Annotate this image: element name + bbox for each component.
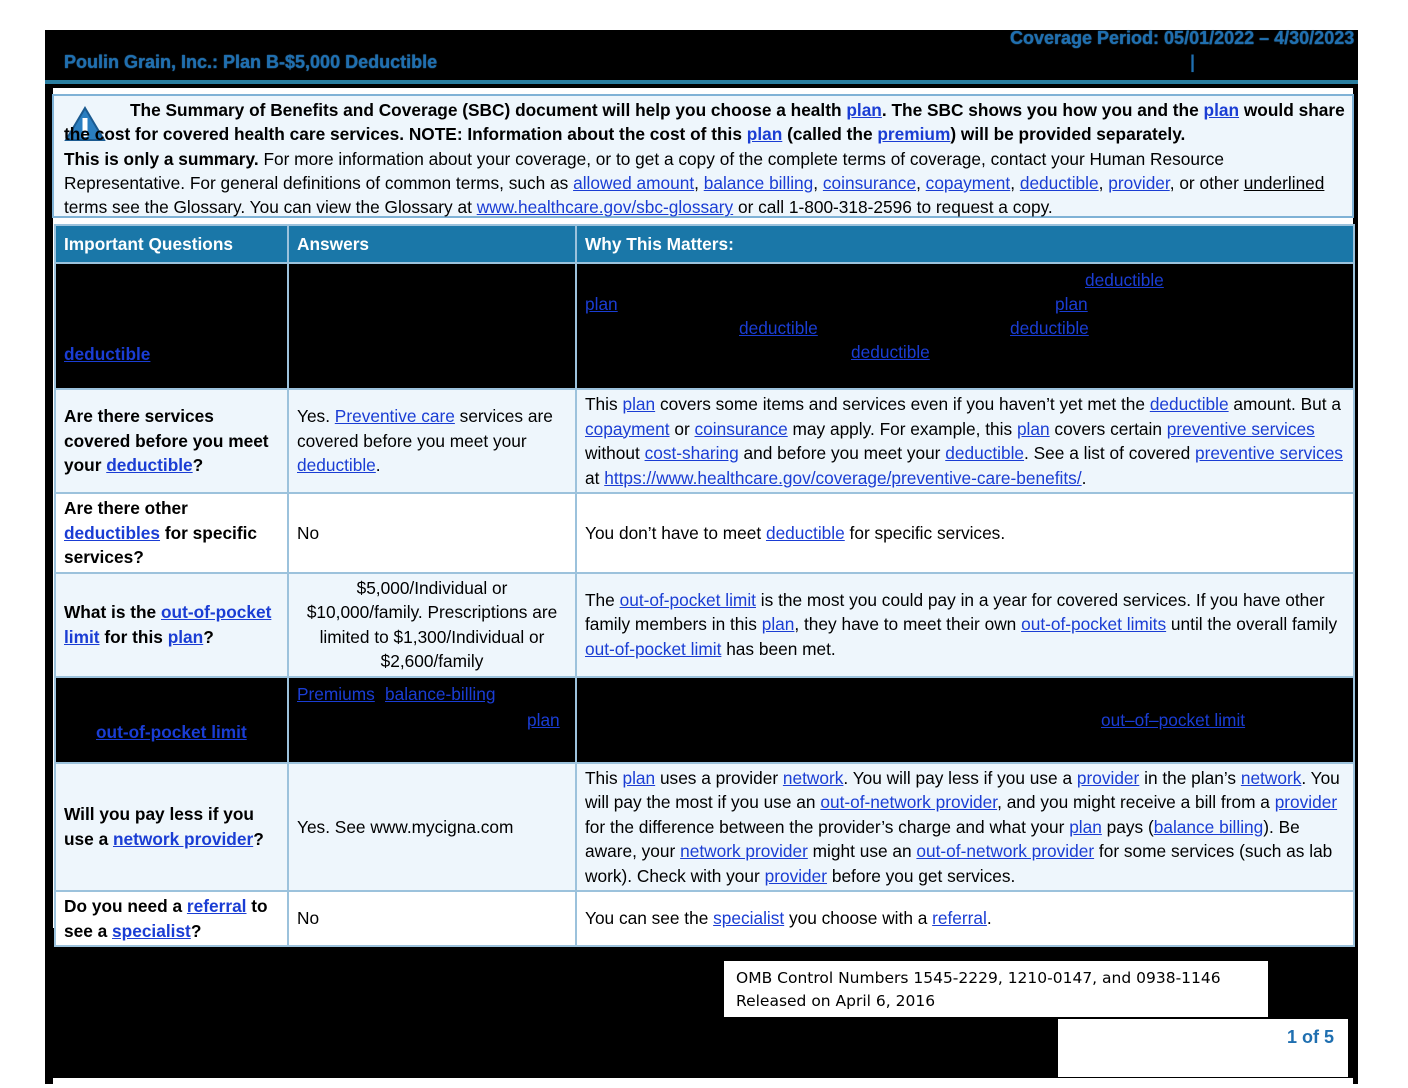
link-network[interactable]: network <box>1240 767 1302 788</box>
omb-control-numbers: OMB Control Numbers 1545-2229, 1210-0147, and 0938-1146 <box>736 969 1221 987</box>
link-out-of-network-provider[interactable]: out-of-network provider <box>916 841 1095 861</box>
table-row: Do you need a referral to see a specialist? No You can see the specialist you choose with a referral. <box>55 891 1354 946</box>
link-deductible[interactable]: deductible <box>739 318 818 338</box>
link-copayment[interactable]: copayment <box>925 172 1011 193</box>
link-coinsurance[interactable]: coinsurance <box>694 418 788 439</box>
link-specialist[interactable]: specialist <box>713 908 785 929</box>
link-provider[interactable]: provider <box>1108 172 1170 193</box>
page-number: 1 of 5 <box>1286 1027 1334 1047</box>
link-balance-billing[interactable]: balance billing <box>1153 816 1264 837</box>
link-out-of-pocket-limit[interactable]: out–of–pocket limit <box>1101 709 1246 730</box>
link-out-of-pocket-limit[interactable]: out-of-pocket limit <box>96 721 247 742</box>
link-copayment[interactable]: copayment <box>585 418 670 439</box>
coverage-period: Coverage Period: 05/01/2022 – 4/30/2023 <box>1010 28 1355 48</box>
link-out-of-network-provider[interactable]: out-of-network provider <box>820 792 998 812</box>
link-out-of-pocket-limit[interactable]: out-of-pocket limit <box>64 602 272 647</box>
link-plan[interactable]: plan <box>846 100 882 120</box>
link-plan[interactable]: plan <box>167 626 204 647</box>
link-plan[interactable]: plan <box>585 294 618 314</box>
link-network[interactable]: network <box>782 767 844 788</box>
important-questions-table <box>54 224 1355 947</box>
omb-release-date: Released on April 6, 2016 <box>736 992 936 1010</box>
link-network-provider[interactable]: network provider <box>113 828 254 849</box>
link-provider[interactable]: provider <box>1274 792 1338 812</box>
link-glossary[interactable]: www.healthcare.gov/sbc-glossary <box>476 197 734 218</box>
link-provider[interactable]: provider <box>764 865 828 886</box>
answer-cell: No <box>288 493 576 573</box>
link-deductible[interactable]: deductible <box>1019 172 1099 193</box>
link-premium[interactable]: premium <box>877 124 951 145</box>
header-answers: Answers <box>288 225 576 263</box>
link-plan[interactable]: plan <box>761 614 795 635</box>
link-preventive-care-benefits[interactable]: https://www.healthcare.gov/coverage/preventive-care-benefits/ <box>604 467 1082 488</box>
table-row: What is the out-of-pocket limit for this plan? $5,000/Individual or $10,000/family. Prescriptions are limited to $1,300/Individual or $2,600/family The out-of-pocket limit is the most you could pay in a year for covered services. If you have other family members in this plan, they have to meet their own out-of-pocket limits until the overall family out-of-pocket limit has been met. <box>55 573 1354 677</box>
answer-cell: Yes. See www.mycigna.com <box>288 763 576 892</box>
link-plan[interactable]: plan <box>527 709 560 730</box>
link-allowed-amount[interactable]: allowed amount <box>573 172 695 193</box>
link-plan[interactable]: plan <box>1203 100 1240 120</box>
table-row: Are there services covered before you meet your deductible? Yes. Preventive care services are covered before you meet your deductible. This plan covers some items and services even if you haven’t yet met the deductible amount. But a copayment or coinsurance may apply. For example, this plan covers certain preventive services without cost-sharing and before you meet your deductible. See a list of covered preventive services at https://www.healthcare.gov/coverage/preventive-care-benefits/. <box>55 389 1354 493</box>
link-deductible[interactable]: deductible <box>1149 394 1229 414</box>
link-plan[interactable]: plan <box>1016 418 1050 439</box>
link-network-provider[interactable]: network provider <box>680 841 808 861</box>
plan-title: Poulin Grain, Inc.: Plan B-$5,000 Deductible <box>64 52 438 72</box>
link-deductible[interactable]: deductible <box>851 342 930 362</box>
header-important-questions: Important Questions <box>55 225 288 263</box>
link-specialist[interactable]: specialist <box>112 920 191 941</box>
intro-text: The Summary of Benefits and Coverage (SBC) document will help you choose a health plan. The SBC shows you how you and the plan would share the cost for covered health care services. NOTE: Information about the cost of this plan (called the premium) will be provided separately. This is only a summary. For more information about your coverage, or to get a copy of the complete terms of coverage, contact your Human Resource Representative. For general definitions of common terms, such as allowed amount, balance billing, coinsurance, copayment, deductible, provider, or other underlined terms see the Glossary. You can view the Glossary at www.healthcare.gov/sbc-glossary or call 1-800-318-2596 to request a copy. <box>64 100 1345 218</box>
link-plan[interactable]: plan <box>622 767 656 788</box>
sbc-intro-box <box>52 94 1354 218</box>
link-deductible[interactable]: deductible <box>1010 318 1089 338</box>
header-pipe: | <box>1190 52 1196 72</box>
link-coinsurance[interactable]: coinsurance <box>822 172 917 193</box>
link-deductible[interactable]: deductible <box>1085 270 1164 290</box>
link-plan[interactable]: plan <box>622 394 656 414</box>
link-preventive-services[interactable]: preventive services <box>1195 443 1343 463</box>
link-preventive-services[interactable]: preventive services <box>1166 418 1315 439</box>
page-number-box <box>1058 1019 1348 1077</box>
link-referral[interactable]: referral <box>186 896 247 916</box>
link-plan[interactable]: plan <box>746 124 783 145</box>
link-provider[interactable]: provider <box>1076 767 1140 788</box>
link-cost-sharing[interactable]: cost-sharing <box>644 443 739 463</box>
link-balance-billing[interactable]: balance-billing <box>385 683 496 704</box>
link-out-of-pocket-limit[interactable]: out-of-pocket limit <box>619 589 756 610</box>
link-deductible[interactable]: deductible <box>945 443 1025 463</box>
link-out-of-pocket-limit[interactable]: out-of-pocket limit <box>585 638 722 659</box>
link-deductible[interactable]: deductible <box>64 343 151 364</box>
link-preventive-care[interactable]: Preventive care <box>334 406 455 427</box>
table-row <box>55 263 1354 389</box>
header-gap <box>45 84 1358 88</box>
link-deductible[interactable]: deductible <box>765 522 845 543</box>
omb-control-box <box>724 961 1268 1017</box>
table-row <box>55 677 1354 763</box>
link-plan[interactable]: plan <box>1069 816 1102 837</box>
link-deductible[interactable]: deductible <box>297 455 376 476</box>
link-out-of-pocket-limits[interactable]: out-of-pocket limits <box>1021 614 1167 635</box>
link-plan[interactable]: plan <box>1055 294 1088 314</box>
answer-cell: $5,000/Individual or $10,000/family. Prescriptions are limited to $1,300/Individual or $2,600/family <box>288 573 576 677</box>
table-row: Will you pay less if you use a network provider? Yes. See www.mycigna.com This plan uses a provider network. You will pay less if you use a provider in the plan’s network. You will pay the most if you use an out-of-network provider, and you might receive a bill from a provider for the difference between the provider’s charge and what your plan pays (balance billing). Be aware, your network provider might use an out-of-network provider for some services (such as lab work). Check with your provider before you get services. <box>55 763 1354 892</box>
link-balance-billing[interactable]: balance billing <box>703 172 814 193</box>
table-row: Are there other deductibles for specific services? No You don’t have to meet deductible for specific services. <box>55 493 1354 573</box>
link-referral[interactable]: referral <box>932 908 987 929</box>
link-deductibles[interactable]: deductibles <box>64 522 161 543</box>
link-deductible[interactable]: deductible <box>106 455 193 476</box>
link-premiums[interactable]: Premiums <box>297 683 375 704</box>
answer-cell: No <box>288 891 576 946</box>
header-why-this-matters: Why This Matters: <box>576 225 1354 263</box>
